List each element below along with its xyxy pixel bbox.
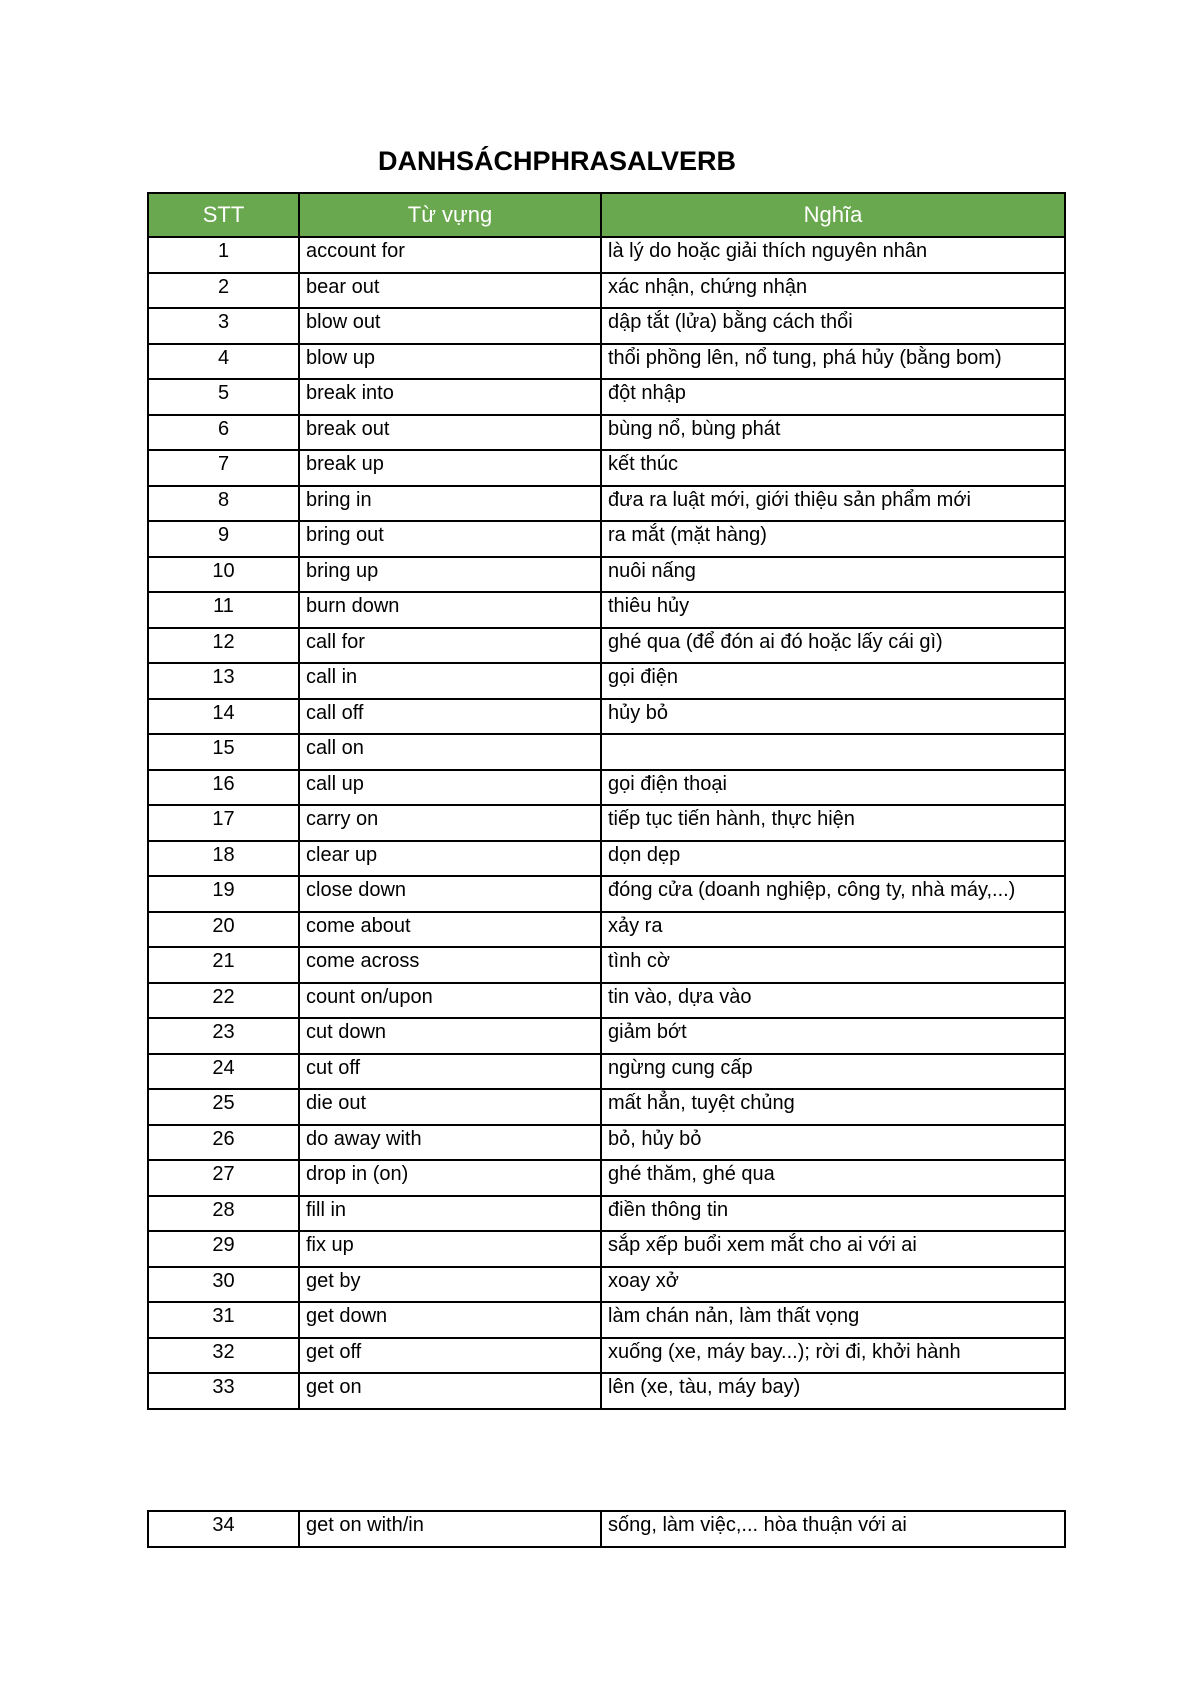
table-row	[148, 699, 1065, 735]
cell-word: do away with	[299, 1125, 601, 1161]
cell-meaning: đưa ra luật mới, giới thiệu sản phẩm mới	[601, 486, 1065, 522]
cell-meaning: lên (xe, tàu, máy bay)	[601, 1373, 1065, 1409]
table-row	[148, 947, 1065, 983]
table-row	[148, 308, 1065, 344]
table-row	[148, 1511, 1065, 1547]
cell-meaning: bỏ, hủy bỏ	[601, 1125, 1065, 1161]
table-row	[148, 1054, 1065, 1090]
cell-stt: 9	[148, 521, 299, 557]
cell-stt: 32	[148, 1338, 299, 1374]
cell-stt: 33	[148, 1373, 299, 1409]
cell-word: call up	[299, 770, 601, 806]
phrasal-verb-table-continued	[147, 1510, 1066, 1548]
cell-word: carry on	[299, 805, 601, 841]
cell-stt: 21	[148, 947, 299, 983]
cell-word: call for	[299, 628, 601, 664]
cell-word: burn down	[299, 592, 601, 628]
cell-meaning: giảm bớt	[601, 1018, 1065, 1054]
table-row	[148, 1089, 1065, 1125]
cell-stt: 29	[148, 1231, 299, 1267]
cell-stt: 14	[148, 699, 299, 735]
cell-word: call on	[299, 734, 601, 770]
table-row	[148, 734, 1065, 770]
cell-stt: 2	[148, 273, 299, 309]
column-header-word: Từ vựng	[299, 193, 601, 237]
table-row	[148, 1267, 1065, 1303]
table-header-row	[148, 193, 1065, 237]
cell-word: bring in	[299, 486, 601, 522]
cell-stt: 8	[148, 486, 299, 522]
cell-word: break out	[299, 415, 601, 451]
table-row	[148, 521, 1065, 557]
cell-meaning	[601, 734, 1065, 770]
cell-stt: 19	[148, 876, 299, 912]
cell-stt: 3	[148, 308, 299, 344]
cell-word: fill in	[299, 1196, 601, 1232]
cell-meaning: sống, làm việc,... hòa thuận với ai	[601, 1511, 1065, 1547]
column-header-meaning: Nghĩa	[601, 193, 1065, 237]
cell-meaning: điền thông tin	[601, 1196, 1065, 1232]
cell-stt: 1	[148, 237, 299, 273]
cell-meaning: xoay xở	[601, 1267, 1065, 1303]
cell-meaning: xác nhận, chứng nhận	[601, 273, 1065, 309]
cell-meaning: ra mắt (mặt hàng)	[601, 521, 1065, 557]
cell-stt: 6	[148, 415, 299, 451]
cell-word: account for	[299, 237, 601, 273]
cell-word: blow up	[299, 344, 601, 380]
table-row	[148, 592, 1065, 628]
page-title: DANHSÁCHPHRASALVERB	[378, 146, 737, 176]
cell-stt: 11	[148, 592, 299, 628]
table-row	[148, 1018, 1065, 1054]
table-row	[148, 415, 1065, 451]
cell-meaning: dập tắt (lửa) bằng cách thổi	[601, 308, 1065, 344]
cell-meaning: ngừng cung cấp	[601, 1054, 1065, 1090]
cell-meaning: gọi điện thoại	[601, 770, 1065, 806]
cell-stt: 18	[148, 841, 299, 877]
cell-stt: 16	[148, 770, 299, 806]
table-row	[148, 1160, 1065, 1196]
cell-word: break into	[299, 379, 601, 415]
cell-stt: 22	[148, 983, 299, 1019]
cell-word: cut off	[299, 1054, 601, 1090]
cell-word: come across	[299, 947, 601, 983]
cell-word: bring up	[299, 557, 601, 593]
cell-meaning: hủy bỏ	[601, 699, 1065, 735]
table-row	[148, 841, 1065, 877]
cell-word: bear out	[299, 273, 601, 309]
table-row	[148, 912, 1065, 948]
cell-meaning: nuôi nấng	[601, 557, 1065, 593]
cell-stt: 31	[148, 1302, 299, 1338]
cell-word: drop in (on)	[299, 1160, 601, 1196]
cell-stt: 5	[148, 379, 299, 415]
cell-stt: 30	[148, 1267, 299, 1303]
cell-word: fix up	[299, 1231, 601, 1267]
table-row	[148, 876, 1065, 912]
cell-meaning: tin vào, dựa vào	[601, 983, 1065, 1019]
cell-stt: 23	[148, 1018, 299, 1054]
cell-meaning: đột nhập	[601, 379, 1065, 415]
cell-word: bring out	[299, 521, 601, 557]
cell-word: count on/upon	[299, 983, 601, 1019]
cell-stt: 7	[148, 450, 299, 486]
cell-meaning: ghé qua (để đón ai đó hoặc lấy cái gì)	[601, 628, 1065, 664]
cell-stt: 27	[148, 1160, 299, 1196]
cell-meaning: xuống (xe, máy bay...); rời đi, khởi hành	[601, 1338, 1065, 1374]
cell-meaning: ghé thăm, ghé qua	[601, 1160, 1065, 1196]
cell-word: get by	[299, 1267, 601, 1303]
cell-stt: 13	[148, 663, 299, 699]
table-row	[148, 273, 1065, 309]
cell-stt: 25	[148, 1089, 299, 1125]
cell-word: get down	[299, 1302, 601, 1338]
table-row	[148, 379, 1065, 415]
cell-meaning: tiếp tục tiến hành, thực hiện	[601, 805, 1065, 841]
table-row	[148, 344, 1065, 380]
cell-meaning: sắp xếp buổi xem mắt cho ai với ai	[601, 1231, 1065, 1267]
table-row	[148, 237, 1065, 273]
table-row	[148, 663, 1065, 699]
table-row	[148, 486, 1065, 522]
cell-stt: 12	[148, 628, 299, 664]
cell-stt: 4	[148, 344, 299, 380]
cell-word: call in	[299, 663, 601, 699]
table-row	[148, 1125, 1065, 1161]
cell-word: clear up	[299, 841, 601, 877]
table-row	[148, 1338, 1065, 1374]
cell-meaning: thổi phồng lên, nổ tung, phá hủy (bằng bom)	[601, 344, 1065, 380]
cell-word: break up	[299, 450, 601, 486]
cell-word: get on	[299, 1373, 601, 1409]
cell-meaning: đóng cửa (doanh nghiệp, công ty, nhà máy,...)	[601, 876, 1065, 912]
cell-word: cut down	[299, 1018, 601, 1054]
cell-meaning: là lý do hoặc giải thích nguyên nhân	[601, 237, 1065, 273]
cell-meaning: kết thúc	[601, 450, 1065, 486]
cell-word: close down	[299, 876, 601, 912]
cell-stt: 34	[148, 1511, 299, 1547]
table-row	[148, 450, 1065, 486]
cell-word: die out	[299, 1089, 601, 1125]
table-row	[148, 557, 1065, 593]
cell-stt: 24	[148, 1054, 299, 1090]
cell-meaning: xảy ra	[601, 912, 1065, 948]
cell-meaning: dọn dẹp	[601, 841, 1065, 877]
cell-word: get off	[299, 1338, 601, 1374]
table-row	[148, 1196, 1065, 1232]
table-row	[148, 1231, 1065, 1267]
cell-word: call off	[299, 699, 601, 735]
cell-stt: 20	[148, 912, 299, 948]
table-row	[148, 805, 1065, 841]
cell-meaning: gọi điện	[601, 663, 1065, 699]
cell-meaning: thiêu hủy	[601, 592, 1065, 628]
cell-word: blow out	[299, 308, 601, 344]
cell-meaning: mất hẳn, tuyệt chủng	[601, 1089, 1065, 1125]
table-row	[148, 983, 1065, 1019]
cell-word: come about	[299, 912, 601, 948]
table-row	[148, 1302, 1065, 1338]
cell-meaning: bùng nổ, bùng phát	[601, 415, 1065, 451]
phrasal-verb-table	[147, 192, 1066, 1410]
cell-stt: 26	[148, 1125, 299, 1161]
column-header-stt: STT	[148, 193, 299, 237]
cell-stt: 17	[148, 805, 299, 841]
cell-stt: 15	[148, 734, 299, 770]
cell-word: get on with/in	[299, 1511, 601, 1547]
cell-stt: 28	[148, 1196, 299, 1232]
cell-meaning: làm chán nản, làm thất vọng	[601, 1302, 1065, 1338]
cell-meaning: tình cờ	[601, 947, 1065, 983]
cell-stt: 10	[148, 557, 299, 593]
table-row	[148, 1373, 1065, 1409]
table-row	[148, 628, 1065, 664]
table-row	[148, 770, 1065, 806]
